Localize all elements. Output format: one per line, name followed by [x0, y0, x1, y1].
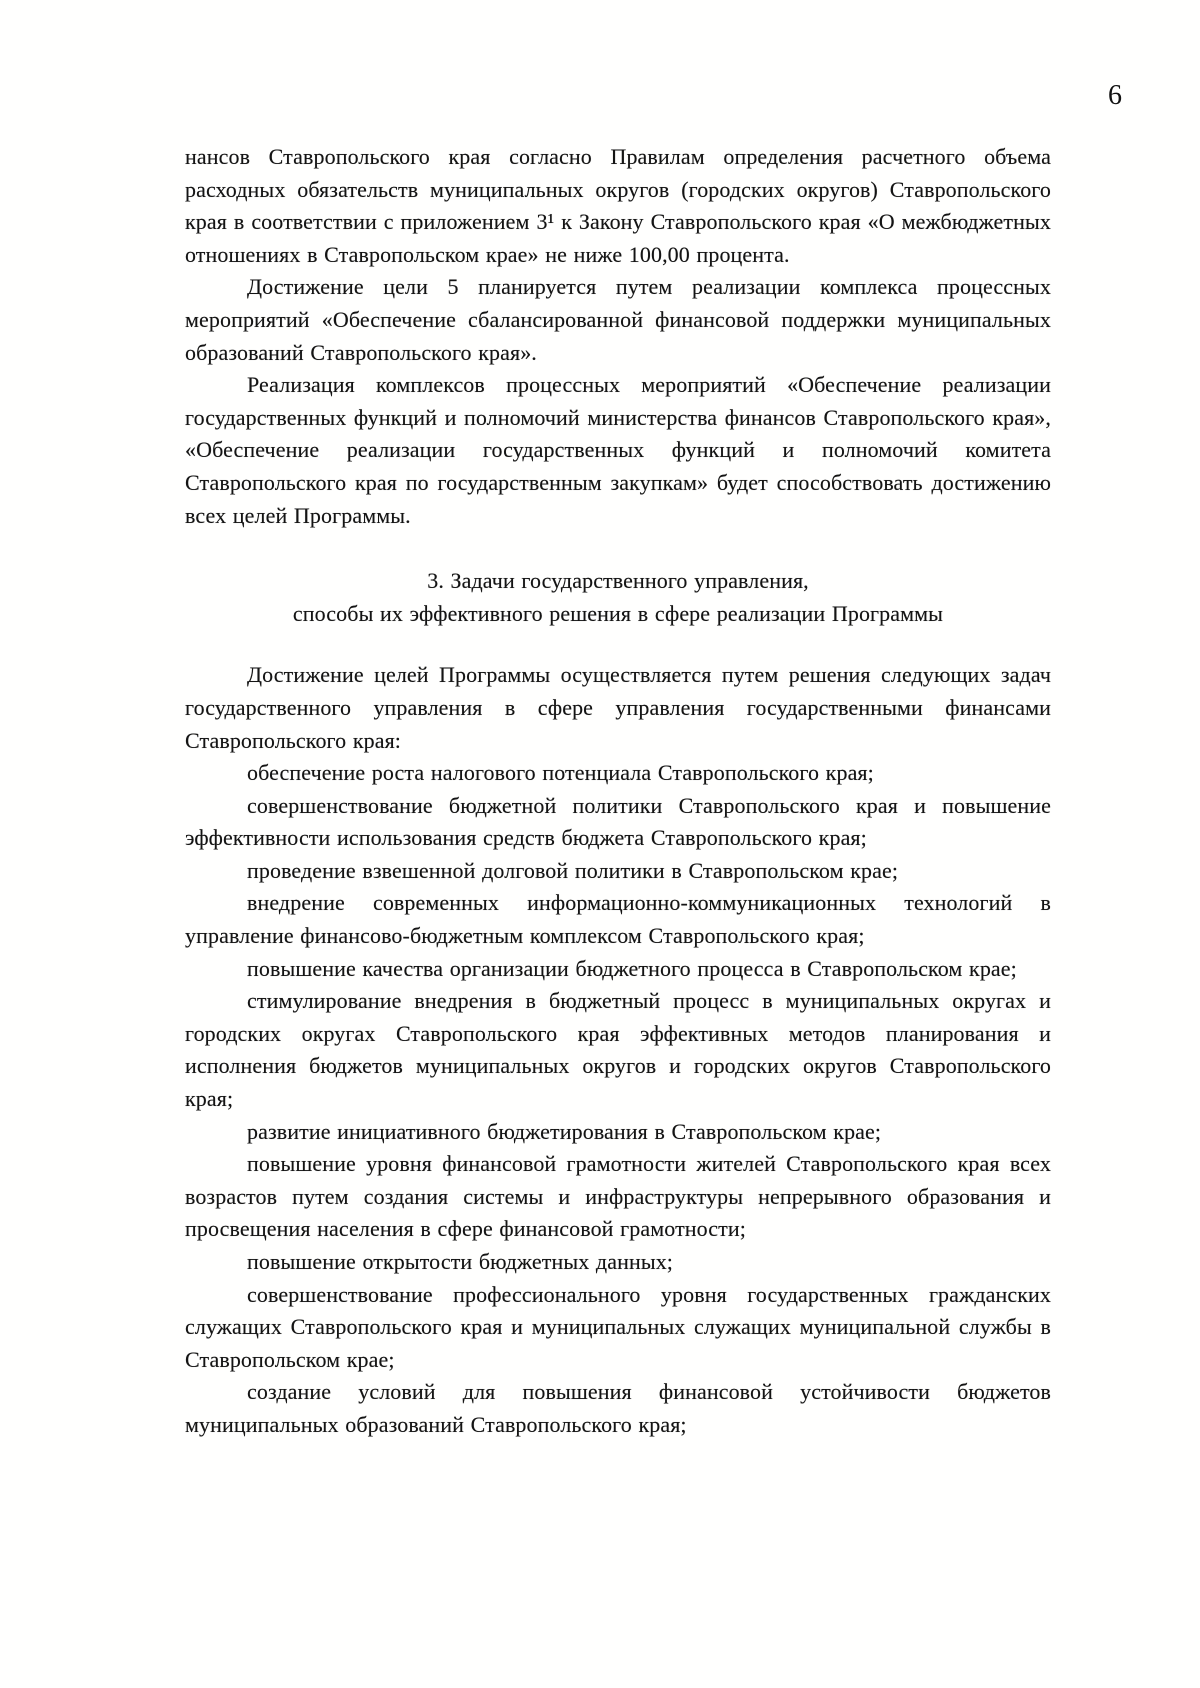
task-list-item: повышение качества организации бюджетного процесса в Ставропольском крае; — [247, 955, 1017, 981]
section-heading-line-2: способы их эффективного решения в сфере реализации Программы — [292, 600, 944, 626]
page-number: 6 — [1108, 80, 1122, 111]
task-list-item: повышение уровня финансовой грамотности жителей Ставропольского края всех возрастов путем создания системы и инфраструктуры непрерывного образования и просвещения населения в сфере финансовой грамотности; — [185, 1151, 1051, 1242]
task-list-item: проведение взвешенной долговой политики в Ставропольском крае; — [247, 857, 899, 883]
task-list-item: развитие инициативного бюджетирования в Ставропольском крае; — [247, 1118, 882, 1144]
paragraph: Достижение цели 5 планируется путем реализации комплекса процессных мероприятий «Обеспечение сбалансированной финансовой поддержки муниципальных образований Ставропольского края». — [185, 274, 1051, 365]
section-heading-line-1: 3. Задачи государственного управления, — [427, 568, 809, 594]
task-list-item: обеспечение роста налогового потенциала Ставропольского края; — [247, 760, 874, 786]
task-list-item: повышение открытости бюджетных данных; — [247, 1249, 674, 1274]
paragraph: Достижение целей Программы осуществляется путем решения следующих задач государственного управления в сфере управления государственными финансами Ставропольского края: — [185, 662, 1051, 753]
paragraph: нансов Ставропольского края согласно Правилам определения расчетного объема расходных обязательств муниципальных округов (городских округов) Ставропольского края в соответствии с приложением 3¹ к Закону Ставропольского края «О межбюджетных отношениях в Ставропольском крае» не ниже 100,00 процента. — [185, 144, 1051, 267]
section-heading — [185, 565, 1051, 630]
task-list-item: стимулирование внедрения в бюджетный процесс в муниципальных округах и городских округах Ставропольского края эффективных методов планирования и исполнения бюджетов муниципальных округов и городских округов Ставропольского края; — [185, 988, 1051, 1112]
task-list-item: совершенствование бюджетной политики Ставропольского края и повышение эффективности использования средств бюджета Ставропольского края; — [185, 792, 1051, 851]
paragraph: Реализация комплексов процессных мероприятий «Обеспечение реализации государственных функций и полномочий министерства финансов Ставропольского края», «Обеспечение реализации государственных функций и полномочий комитета Ставропольского края по государственным закупкам» будет способствовать достижению всех целей Программы. — [185, 372, 1051, 528]
task-list-item: внедрение современных информационно-коммуникационных технологий в управление финансово-бюджетным комплексом Ставропольского края; — [185, 890, 1051, 949]
document-body — [185, 141, 1051, 1442]
task-list-item: совершенствование профессионального уровня государственных гражданских служащих Ставропольского края и муниципальных служащих муниципальной службы в Ставропольском крае; — [185, 1281, 1051, 1372]
task-list-item: создание условий для повышения финансовой устойчивости бюджетов муниципальных образований Ставропольского края; — [185, 1379, 1051, 1437]
